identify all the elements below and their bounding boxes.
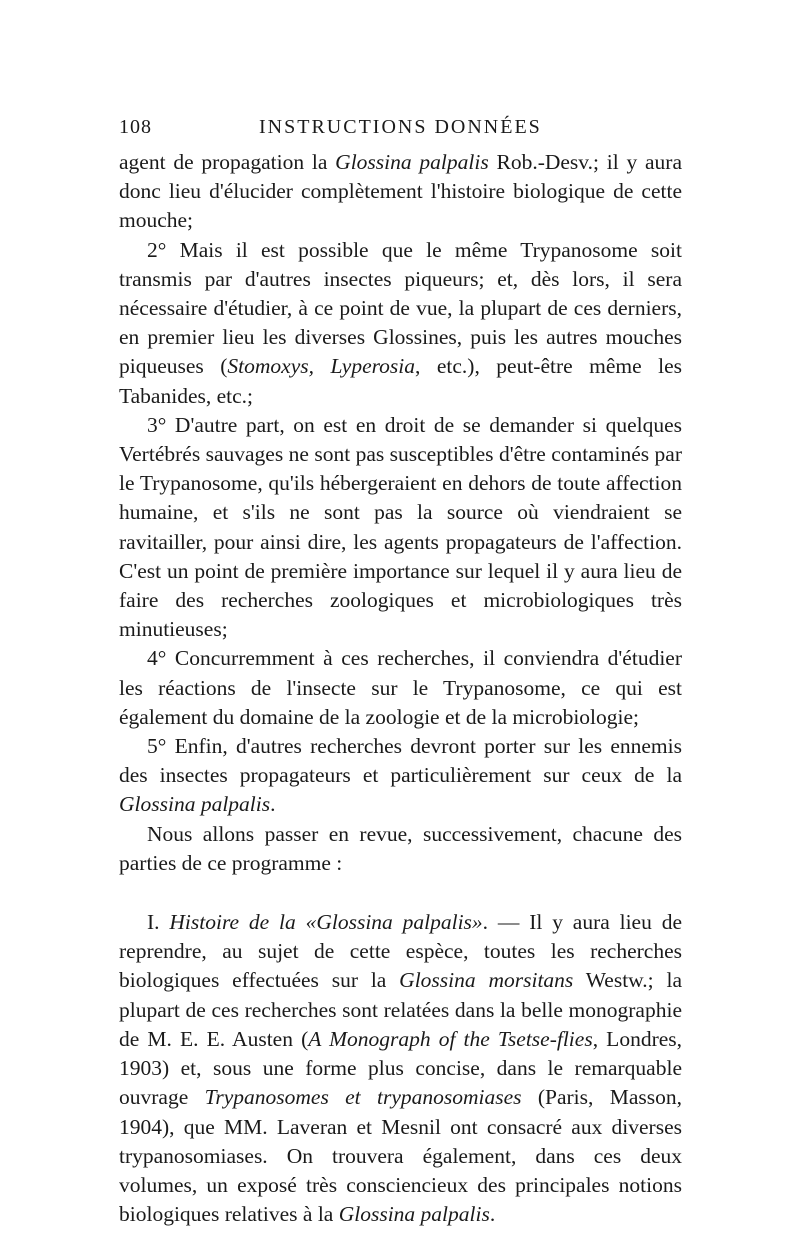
- running-title: INSTRUCTIONS DONNÉES: [259, 116, 542, 138]
- text-run: Rob.-Desv.; il y aura donc lieu d'élucider complètement l'histoire biologique de cette mouche;: [119, 150, 683, 233]
- text-run: 5° Enfin, d'autres recherches devront porter sur les ennemis des insectes propagateurs et particulièrement sur ceux de la: [119, 734, 682, 788]
- italic-text: Glossina palpalis: [335, 150, 489, 174]
- paragraph-p3: [119, 411, 682, 645]
- text-run: 4° Concurremment à ces recherches, il conviendra d'étudier les réactions de l'insecte sur le Trypanosome, ce qui est également du domaine de la zoologie et de la microbiologie;: [119, 646, 682, 729]
- body-text: [119, 148, 682, 1229]
- italic-text: Trypanosomes et trypanosomiases: [204, 1085, 522, 1110]
- text-run: , Londres, 1903) et, sous une forme plus concise, dans le remarquable ouvrage: [119, 1026, 683, 1110]
- italic-text: Glossina palpalis: [338, 1202, 490, 1227]
- paragraph-p7: [119, 908, 682, 1229]
- page-number: 108: [119, 116, 152, 138]
- italic-text: Histoire de la «Glossina palpalis»: [169, 910, 483, 935]
- text-run: (Paris, Masson, 1904), que MM. Laveran et Mesnil ont consacré aux diverses trypanosomiases. On trouvera également, dans ces deux volumes, un exposé très consciencieux des principales notions biologiques relatives à la: [119, 1085, 682, 1227]
- text-run: Westw.; la plupart de ces recherches sont relatées dans la belle monographie de M. E. E. Austen (: [119, 968, 682, 1051]
- paragraph-p4: [119, 644, 682, 732]
- italic-text: Glossina palpalis: [119, 792, 271, 817]
- italic-text: Stomoxys, Lyperosia: [227, 354, 416, 379]
- paragraph-p5: [119, 732, 682, 820]
- paragraph-p1: [119, 148, 682, 236]
- italic-text: A Monograph of the Tsetse-flies: [308, 1026, 593, 1051]
- page-header: [119, 116, 689, 142]
- text-run: .: [489, 1202, 496, 1227]
- text-run: 3° D'autre part, on est en droit de se demander si quelques Vertébrés sauvages ne sont pas susceptibles d'être contaminés par le Trypanosome, qu'ils hébergeraient en dehors de toute affection humaine, et s'ils ne sont pas la source où viendraient se ravitailler, pour ainsi dire, les agents propagateurs de l'affection. C'est un point de première importance sur lequel il y aura lieu de faire des recherches zoologiques et microbiologiques très minutieuses;: [119, 412, 682, 642]
- text-run: Nous allons passer en revue, successivement, chacune des parties de ce programme :: [119, 821, 682, 875]
- text-run: I.: [147, 910, 170, 935]
- paragraph-p6: [119, 820, 682, 878]
- italic-text: Glossina morsitans: [399, 968, 574, 993]
- text-run: .: [270, 792, 276, 817]
- text-run: , etc.), peut-être même les Tabanides, etc.;: [119, 354, 683, 408]
- text-run: . — Il y aura lieu de reprendre, au sujet de cette espèce, toutes les recherches biologiques effectuées sur la: [119, 910, 682, 993]
- text-run: agent de propagation la: [119, 150, 336, 174]
- paragraph-p2: [119, 236, 682, 411]
- text-run: 2° Mais il est possible que le même Trypanosome soit transmis par d'autres insectes piqueurs; et, dès lors, il sera nécessaire d'étudier, à ce point de vue, la plupart de ces derniers, en premier lieu les diverses Glossines, puis les autres mouches piqueuses (: [119, 237, 682, 379]
